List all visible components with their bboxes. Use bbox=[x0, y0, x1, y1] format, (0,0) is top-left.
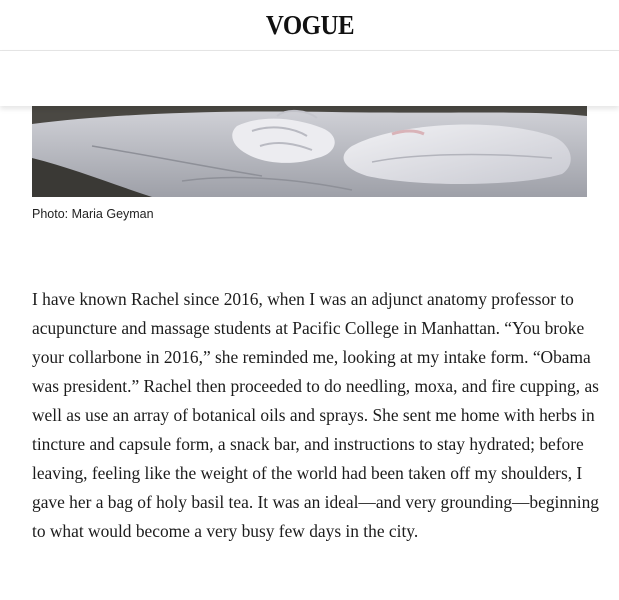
photo-caption: Photo: Maria Geyman bbox=[32, 207, 154, 221]
sub-navigation-bar bbox=[0, 51, 619, 106]
site-header bbox=[0, 0, 619, 51]
article-photo bbox=[32, 106, 587, 197]
vogue-logo[interactable]: VOGUE bbox=[265, 9, 354, 40]
bed-photo-icon bbox=[32, 106, 587, 197]
article-paragraph: I have known Rachel since 2016, when I was an adjunct anatomy professor to acupuncture and massage students at Pacific College in Manhattan. “You broke your collarbone in 2016,” she reminded me, looking at my intake form. “Obama was president.” Rachel then proceeded to do needling, moxa, and fire cupping, as well as use an array of botanical oils and sprays. She sent me home with herbs in tincture and capsule form, a snack bar, and instructions to stay hydrated; before leaving, feeling like the weight of the world had been taken off my shoulders, I gave her a bag of holy basil tea. It was an ideal—and very grounding—beginning to what would become a very busy few days in the city. bbox=[32, 289, 599, 541]
